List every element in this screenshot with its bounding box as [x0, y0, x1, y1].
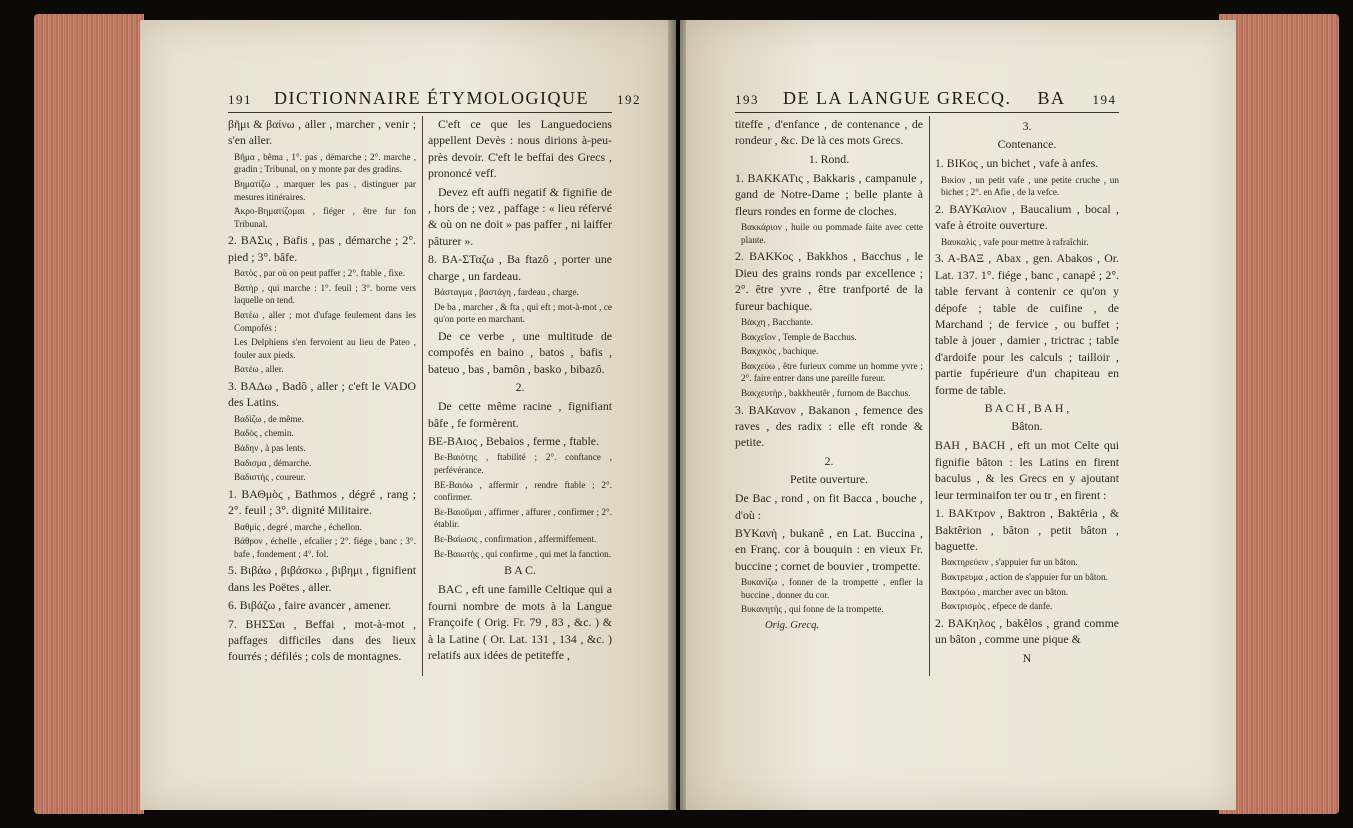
dictionary-entry: Βακτρευμα , action de s'appuier fur un bâton. — [941, 571, 1108, 582]
dictionary-entry: Βακκάριον , huile ou pommade faite avec cette plante. — [741, 222, 923, 245]
dictionary-entry: Βε-Βαιοῦμαι , affirmer , affurer , confirmer ; 2°. établir. — [434, 506, 612, 530]
dictionary-entry: Βάδην , à pas lents. — [234, 442, 306, 453]
dictionary-entry: 1. Rond. — [808, 151, 850, 166]
dictionary-entry: BAC , eft une famille Celtique qui a fourni nombre de mots à la Langue Françoife ( Orig. Fr. 79 , 83 , &c. ) & à la Latine ( Or. Lat. 131 , 134 , &c. ) relatifs aux idées de petiteffe , — [428, 582, 612, 663]
dictionary-entry: De cette même racine , fignifiant bâfe , fe formèrent. — [428, 399, 612, 430]
dictionary-entry: Βικίον , un petit vafe , une petite cruche , un bichet ; 2°. en Afie , de la vefce. — [941, 174, 1119, 198]
dictionary-entry: Bâton. — [1011, 419, 1043, 434]
dictionary-entry: 3. ΒΑΚανον , Bakanon , femence des raves , des radix : elle eft ronde & petite. — [735, 402, 923, 450]
dictionary-entry: N — [1022, 650, 1032, 665]
dictionary-entry: 1. ΒΑΚΚΑΤις , Bakkaris , campanule , gand de Notre-Dame ; belle plante à fleurs rondes en forme de cloches. — [735, 171, 923, 218]
dictionary-entry: 2. ΒΑΚηλος , bakêlos , grand comme un bâton , comme une pique & — [935, 615, 1119, 647]
dictionary-entry: Βαδὸς , chemin. — [234, 428, 294, 439]
right-page-column-2 — [935, 116, 1119, 669]
dictionary-entry: 2. ΒΑΥΚαλιον , Baucalium , bocal , vafe à étroite ouverture. — [935, 202, 1119, 233]
dictionary-entry: 2. ΒΑΣις , Bafis , pas , démarche ; 2°. pied ; 3°. bâfe. — [228, 233, 416, 264]
left-page-title: DICTIONNAIRE ÉTYMOLOGIQUE — [274, 88, 589, 108]
dictionary-entry: BAH , BACH , eft un mot Celte qui fignifie bâton : les Latins en firent baculus , & les Grecs en y ajoutant leur terminaifon ter ou tr , en firent : — [935, 438, 1119, 502]
dictionary-entry: Βατέω , aller ; mot d'ufage feulement dans les Compofés : — [234, 309, 416, 333]
left-page-column-2 — [428, 116, 612, 665]
dictionary-entry: C'eft ce que les Languedociens appellent Devès : nous dirions à-peu-près devoir. C'eft le beffai des Grecs , prononcé veff. — [428, 117, 612, 181]
dictionary-entry: 5. Βιβάω , βιβάσκω , βιβημι , fignifient dans les Poëtes , aller. — [228, 563, 416, 594]
dictionary-entry: Orig. Grecq. — [765, 620, 820, 632]
right-page-column-1 — [735, 116, 923, 635]
left-page-number-a: 191 — [228, 92, 252, 107]
dictionary-entry: Βατέω , aller. — [234, 364, 284, 375]
dictionary-entry: Devez eft auffi negatif & fignifie de , hors de ; vez , paffage : « lieu réfervé & où on ne doit » pas paffer , ni laiffer pâturer ». — [428, 184, 612, 248]
dictionary-entry: Les Delphiens s'en fervoient au lieu de Pateo , fouler aux pieds. — [234, 337, 416, 360]
left-page-header — [228, 88, 641, 109]
left-page-number-b: 192 — [616, 92, 641, 107]
left-page-edges — [34, 14, 144, 814]
right-page-edges — [1219, 14, 1339, 814]
right-column-divider — [929, 116, 930, 676]
dictionary-entry: Βαδιστὴς , coureur. — [234, 472, 306, 483]
dictionary-entry: Βηματίζω , marquer les pas , distinguer par mesures itinéraires. — [234, 179, 416, 202]
dictionary-entry: Βε-Βαίωσις , confirmation , affermiffement. — [434, 534, 597, 545]
dictionary-entry: βῆμι & βαίνω , aller , marcher , venir ; s'en aller. — [228, 117, 416, 148]
dictionary-entry: Βακχικὸς , bachique. — [741, 346, 819, 357]
left-column-divider — [422, 116, 423, 676]
dictionary-entry: B A C H , B A H , — [984, 401, 1070, 416]
right-page-header — [735, 88, 1117, 109]
dictionary-entry: Βακτρισμὸς , efpece de danfe. — [941, 601, 1053, 612]
dictionary-entry: ΒΕ-ΒΑιος , Bebaios , ferme , ftable. — [428, 434, 599, 449]
dictionary-entry: Βακχεύω , être furieux comme un homme yvre ; 2°. faire entrer dans une pareille fureur. — [741, 360, 923, 384]
dictionary-entry: 8. ΒΑ-ΣΤαζω , Ba ftazô , porter une charge , un fardeau. — [428, 252, 612, 283]
dictionary-entry: Βατὴρ , qui marche : 1°. feuil ; 3°. borne vers laquelle on tend. — [234, 282, 416, 306]
dictionary-entry: Ἀκρο-Βηματίζομαι , fiéger , être fur fon Tribunal. — [234, 206, 416, 229]
dictionary-entry: 1. ΒΑΚτρον , Baktron , Baktêria , & Baktêrion , bâton , petit bâton , baguette. — [935, 506, 1119, 553]
dictionary-entry: Βακχεῖον , Temple de Bacchus. — [741, 331, 857, 342]
book-gutter — [668, 20, 686, 810]
dictionary-entry: Βακτηρεύειν , s'appuier fur un bâton. — [941, 557, 1078, 568]
dictionary-entry: Contenance. — [997, 137, 1057, 152]
right-page-title: DE LA LANGUE GRECQ. — [783, 88, 1012, 108]
dictionary-entry: Βακχευτὴρ , bakkheutêr , furnom de Bacchus. — [741, 388, 911, 399]
dictionary-entry: 1. ΒΙΚος , un bichet , vafe à anfes. — [935, 156, 1099, 171]
dictionary-entry: Βάθρον , échelle , efcalier ; 2°. fiége , banc ; 3°. bafe , fondement ; 4°. fol. — [234, 536, 416, 559]
dictionary-entry: 2. ΒΑΚΚος , Bakkhos , Bacchus , le Dieu des grains ronds par excellence ; 2°. être yvre , être tranfporté de la fureur bachique. — [735, 249, 923, 313]
dictionary-entry: Βε-Βαιότης , ftabilité ; 2°. conftance , perfévérance. — [434, 452, 612, 476]
dictionary-entry: Βε-Βαιωτὴς , qui confirme , qui met la fanction. — [434, 548, 612, 559]
dictionary-entry: Petite ouverture. — [790, 472, 868, 487]
dictionary-entry: ΒΥΚανὴ , bukanê , en Lat. Buccina , en Franç. cor à bouquin : en vieux Fr. buccine ; cornet de bouvier , trompette. — [735, 526, 923, 573]
dictionary-entry: De ba , marcher , & fta , qui eft ; mot-à-mot , ce qu'on porte en marchant. — [434, 301, 612, 325]
dictionary-entry: 3. Α-ΒΑΞ , Abax , gen. Abakos , Or. Lat. 137. 1°. fiége , banc , canapé ; 2°. table fervant à contenir ce qu'on y dépofe ; table de cuifine , de Marchand ; de fervice , ou buffet ; table à jouer , damier , trictrac ; table d'ardoife pour les calculs ; tailloir , partie fupérieure d'un chapiteau en forme de table. — [935, 251, 1119, 397]
dictionary-entry: 2. — [515, 380, 525, 395]
dictionary-entry: Βαδισμα , démarche. — [234, 457, 312, 468]
dictionary-entry: Βυκανίζω , fonner de la trompette , enfler la buccine , donner du cor. — [741, 577, 923, 600]
dictionary-entry: De ce verbe , une multitude de compofés en baino , batos , bafis , bateuo , bas , bamôn , basko , bibazô. — [428, 328, 612, 376]
dictionary-entry: De Bac , rond , on fit Bacca , bouche , d'où : — [735, 491, 923, 522]
dictionary-entry: Βαθμὶς , degré , marche , échellon. — [234, 521, 362, 532]
dictionary-entry: 1. ΒΑΘμὸς , Bathmos , dégré , rang ; 2°. feuil ; 3°. dignité Militaire. — [228, 486, 416, 518]
right-page-section: BA — [1037, 88, 1065, 108]
left-header-rule — [228, 112, 612, 113]
dictionary-entry: Βαδίζω , de même. — [234, 413, 304, 424]
dictionary-entry: Βυκανητὴς , qui fonne de la trompette. — [741, 604, 884, 615]
dictionary-entry: 6. Βιβάζω , faire avancer , amener. — [228, 598, 392, 613]
right-page-number-b: 194 — [1092, 92, 1117, 107]
dictionary-entry: Βῆμα , bêma , 1°. pas , démarche ; 2°. marche , gradin ; Tribunal, on y monte par des gradins. — [234, 151, 416, 175]
right-page-number-a: 193 — [735, 92, 759, 107]
dictionary-entry: 3. ΒΑΔω , Badô , aller ; c'eft le VADO des Latins. — [228, 378, 416, 410]
dictionary-entry: 2. — [824, 453, 834, 468]
right-header-rule — [735, 112, 1119, 113]
dictionary-entry: Βάσταγμα , βαστάγη , fardeau , charge. — [434, 287, 579, 298]
dictionary-entry: ΒΕ-Βαιόω , affermir , rendre ftable ; 2°. confirmer. — [434, 479, 612, 503]
dictionary-entry: 7. ΒΗΣΣαι , Beffai , mot-à-mot , paffages difficiles dans des lieux fourrés ; défilés ; cols de montagnes. — [228, 616, 416, 664]
dictionary-entry: Βατὸς , par où on peut paffer ; 2°. ftable , fixe. — [234, 268, 406, 279]
dictionary-entry: Βακτρόω , marcher avec un bâton. — [941, 586, 1069, 597]
dictionary-entry: Βάκχη , Bacchante. — [741, 317, 813, 328]
dictionary-entry: 3. — [1022, 119, 1032, 133]
left-page-column-1 — [228, 116, 416, 667]
dictionary-entry: Βαυκαλὶς , vafe pour mettre à rafraîchir. — [941, 236, 1089, 247]
dictionary-entry: B A C. — [504, 563, 536, 578]
dictionary-entry: titeffe , d'enfance , de contenance , de rondeur , &c. De là ces mots Grecs. — [735, 117, 923, 148]
